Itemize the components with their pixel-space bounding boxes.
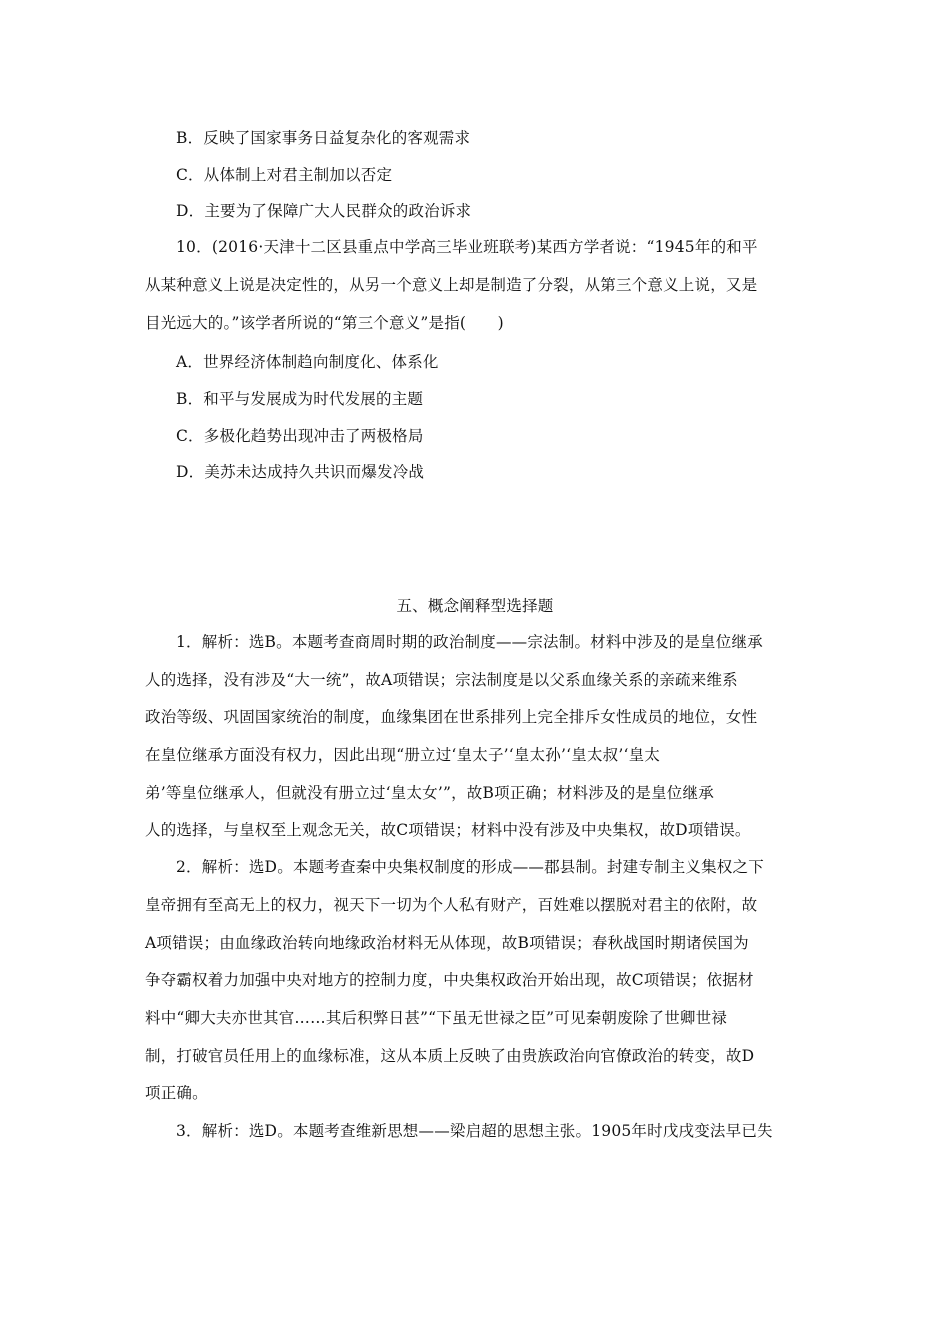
option-b: B．反映了国家事务日益复杂化的客观需求 bbox=[176, 129, 471, 147]
answer-2-line-1: 2．解析：选D。本题考查秦中央集权制度的形成——郡县制。封建专制主义集权之下 bbox=[176, 858, 764, 876]
answer-2-line-5: 料中“卿大夫亦世其官……其后积弊日甚”“下虽无世禄之臣”可见秦朝废除了世卿世禄 bbox=[145, 1009, 727, 1027]
answer-2-line-7: 项正确。 bbox=[145, 1084, 208, 1102]
section-title: 五、概念阐释型选择题 bbox=[396, 597, 554, 615]
option-d: D．主要为了保障广大人民群众的政治诉求 bbox=[176, 202, 472, 220]
answer-2-line-4: 争夺霸权着力加强中央对地方的控制力度，中央集权政治开始出现，故C项错误；依据材 bbox=[145, 971, 754, 989]
answer-1-line-3: 政治等级、巩固国家统治的制度，血缘集团在世系排列上完全排斥女性成员的地位，女性 bbox=[145, 708, 758, 726]
answer-1-line-6: 人的选择，与皇权至上观念无关，故C项错误；材料中没有涉及中央集权，故D项错误。 bbox=[145, 821, 751, 839]
answer-1-line-5: 弟’等皇位继承人，但就没有册立过‘皇太女’”，故B项正确；材料涉及的是皇位继承 bbox=[145, 784, 714, 802]
answer-1-line-2: 人的选择，没有涉及“大一统”，故A项错误；宗法制度是以父系血缘关系的亲疏来维系 bbox=[145, 671, 738, 689]
question-10-option-b: B．和平与发展成为时代发展的主题 bbox=[176, 390, 424, 408]
answer-3-line-1: 3．解析：选D。本题考查维新思想——梁启超的思想主张。1905年时戊戌变法早已失 bbox=[176, 1122, 773, 1140]
option-c: C．从体制上对君主制加以否定 bbox=[176, 166, 393, 184]
answer-1-line-4: 在皇位继承方面没有权力，因此出现“册立过‘皇太子’‘皇太孙’‘皇太叔’‘皇太 bbox=[145, 746, 661, 764]
answer-2-line-6: 制，打破官员任用上的血缘标准，这从本质上反映了由贵族政治向官僚政治的转变，故D bbox=[145, 1047, 755, 1065]
answer-2-line-2: 皇帝拥有至高无上的权力，视天下一切为个人私有财产，百姓难以摆脱对君主的依附，故 bbox=[145, 896, 758, 914]
question-10-line-3: 目光远大的。”该学者所说的“第三个意义”是指( ) bbox=[145, 314, 504, 332]
question-10-option-c: C．多极化趋势出现冲击了两极格局 bbox=[176, 427, 424, 445]
answer-2-line-3: A项错误；由血缘政治转向地缘政治材料无从体现，故B项错误；春秋战国时期诸侯国为 bbox=[145, 934, 749, 952]
answer-1-line-1: 1．解析：选B。本题考查商周时期的政治制度——宗法制。材料中涉及的是皇位继承 bbox=[176, 633, 763, 651]
question-10-line-1: 10．(2016·天津十二区县重点中学高三毕业班联考)某西方学者说：“1945年的和平 bbox=[176, 238, 758, 256]
question-10-option-d: D．美苏未达成持久共识而爆发冷战 bbox=[176, 463, 425, 481]
question-10-line-2: 从某种意义上说是决定性的，从另一个意义上却是制造了分裂，从第三个意义上说，又是 bbox=[145, 276, 758, 294]
question-10-option-a: A．世界经济体制趋向制度化、体系化 bbox=[176, 353, 439, 371]
